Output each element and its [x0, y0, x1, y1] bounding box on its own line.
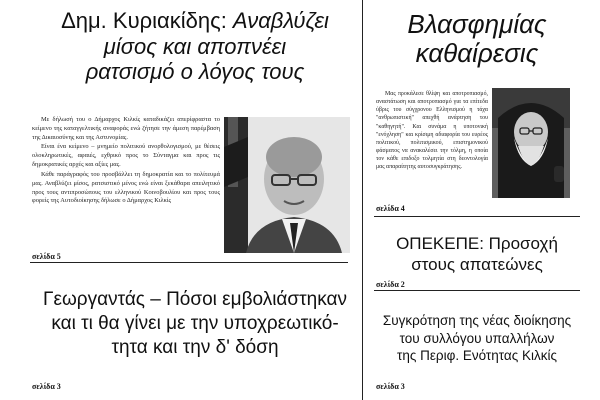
- kyriakidis-paragraph: Είναι ένα κείμενο – μνημείο πολιτικού ανορθολογισμού, με θέσεις ολοκληρωτικές, αφαιές, εχθρικό προς το Σύνταγμα και προς τις δημοκρατικές αρχές και αξίες μας.: [32, 143, 220, 169]
- georgantas-headline[interactable]: [30, 288, 360, 359]
- opekepe-title-line1: ΟΠΕΚΕΠΕ: Προσοχή: [396, 234, 558, 253]
- vlasfimias-title-line2: καθαίρεσις: [415, 38, 539, 69]
- kyriakidis-title-line2: μίσος και αποπνέει: [103, 33, 287, 59]
- georgantas-title-line3: τητα και την δ' δόση: [111, 336, 279, 358]
- rule-under-kyriakidis: [30, 262, 348, 263]
- vlasfimias-paragraph: Μας προκάλεσε θλίψη και αποτροπιασμό, αναστάτωση και αποτροπιασμό για τα επίτεδα ύβρις του σύγχρονου Ελληνισμού η τάχα "ανθρωπιστική" απεχθή ανάρτηση του "καθηγητή". Και συνάμα η υποτονική "ενόχληση" και κρίσιμη αδιαφορία του ευρέος πολιτικού, πολιτισμικού, επιστημονικού φάσματος να ανακαλέσει την τόλμη, η οποία τον κάθε επιδοξο τολμητία στη δεοντολογία μας απαραίτητης αυτοσυγκράτησης.: [376, 91, 488, 171]
- georgantas-title-line1: Γεωργαντάς – Πόσοι εμβολιάστηκαν: [43, 289, 347, 310]
- georgantas-page-ref[interactable]: σελίδα 3: [32, 382, 61, 391]
- kyriakidis-paragraph: Με δήλωσή του ο Δήμαρχος Κιλκίς καταδικάζει απερίφραστα το κείμενο της καταγγελτικής αναφοράς ενώ ζήτησε την άμεση παρέμβαση της Δικαιοσύνης και της Αστυνομίας.: [32, 116, 220, 141]
- portrait-bishop-image: [492, 88, 570, 198]
- vlasfimias-headline[interactable]: [366, 10, 588, 68]
- georgantas-title-line2: και τι θα γίνει με την υποχρεωτικό-: [51, 312, 339, 334]
- opekepe-page-ref[interactable]: σελίδα 2: [376, 280, 405, 289]
- opekepe-title-line2: στους απατεώνες: [411, 254, 543, 274]
- opekepe-headline[interactable]: [366, 234, 588, 275]
- vlasfimias-body: [376, 90, 488, 172]
- kyriakidis-paragraph: Κάθε παράγραφός του προσβάλλει τη δημοκρατία και το πολίτευμά μας. Αναβλύζει μίσος, ρατσιστικό μένος ενώ είναι ξεκάθαρα απειλητικό προς τους αντιπροσώπους του ελληνικού Κοινοβουλίου και προς τους φορείς της Αυτοδιοίκησης δήλωσε ο Δήμαρχος Κιλκίς: [32, 170, 220, 205]
- syllogos-title-line1: Συγκρότηση της νέας διοίκησης: [382, 313, 572, 328]
- vlasfimias-page-ref[interactable]: σελίδα 4: [376, 204, 405, 213]
- kyriakidis-page-ref[interactable]: σελίδα 5: [32, 252, 61, 261]
- syllogos-page-ref[interactable]: σελίδα 3: [376, 382, 405, 391]
- syllogos-title-line2: του συλλόγου υπαλλήλων: [399, 330, 555, 346]
- syllogos-title-line3: της Περιφ. Ενότητας Κιλκίς: [397, 348, 557, 364]
- kyriakidis-body: [32, 116, 220, 207]
- vlasfimias-title-line1: Βλασφημίας: [407, 9, 547, 39]
- kyriakidis-title-line3: ρατσισμό ο λόγος τους: [85, 59, 305, 85]
- rule-under-vlasfimias: [374, 216, 580, 217]
- kyriakidis-title-italic: Αναβλύζει: [232, 8, 329, 33]
- kyriakidis-headline[interactable]: [30, 8, 360, 85]
- column-divider: [362, 0, 363, 400]
- kyriakidis-title-plain: Δημ. Κυριακίδης:: [61, 8, 233, 33]
- kyriakidis-photo: [224, 117, 350, 253]
- vlasfimias-photo: [492, 88, 570, 198]
- portrait-man-image: [224, 117, 350, 253]
- rule-under-opekepe: [374, 290, 580, 291]
- syllogos-headline[interactable]: [366, 312, 588, 365]
